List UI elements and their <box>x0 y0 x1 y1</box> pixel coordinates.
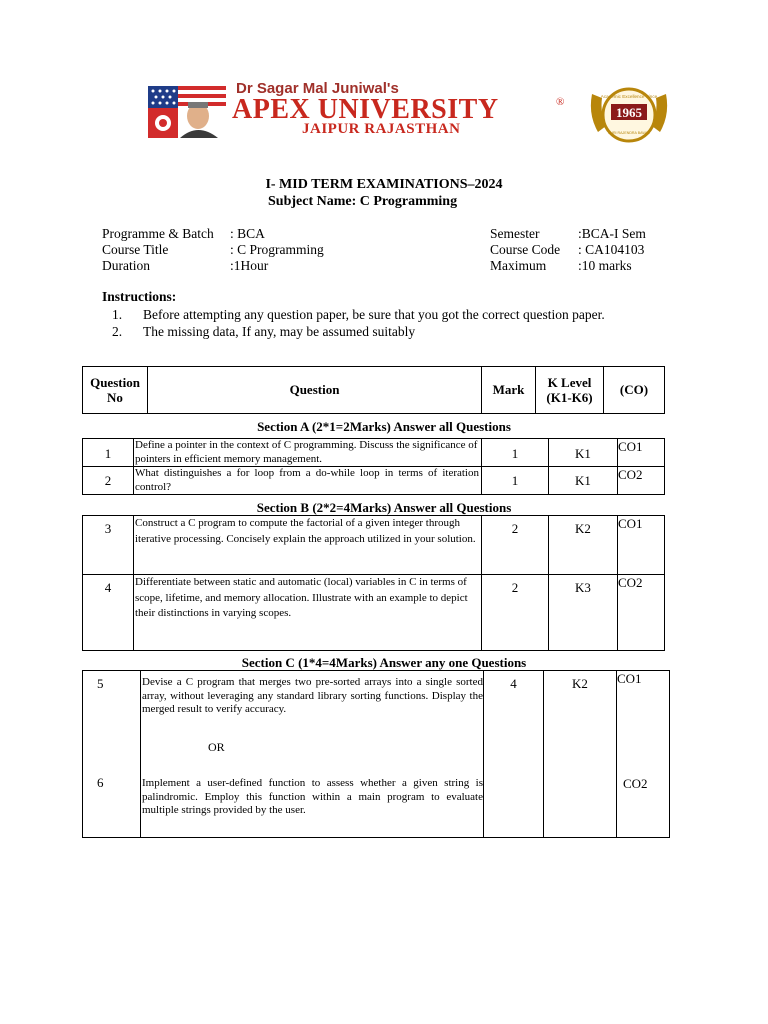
university-name: APEX UNIVERSITY <box>232 94 499 125</box>
section-c-title: Section C (1*4=4Marks) Answer any one Questions <box>241 655 527 670</box>
info-label-programme: Programme & Batch <box>102 226 214 241</box>
question-co: CO1 <box>618 516 665 575</box>
question-number-cell <box>83 671 141 838</box>
university-location: JAIPUR RAJASTHAN <box>302 121 461 137</box>
seal-motto: SHRI RAJENDRA BAWAL <box>607 131 651 135</box>
header-co: (CO) <box>604 367 665 414</box>
question-k-level: K1 <box>549 439 618 467</box>
question-k-level: K2 <box>544 671 617 838</box>
question-text: Devise a C program that merges two pre-sorted arrays into a single sorted array, without leveraging any standard library sorting functions. Display the merged result to verify accuracy. <box>142 676 483 715</box>
table-row <box>83 575 665 651</box>
question-text: Implement a user-defined function to assess whether a given string is palindromic. Employ this function within a main program to evaluate multiple strings provided by the user. <box>142 777 483 816</box>
question-text-cell <box>141 671 484 838</box>
exam-title: I- MID TERM EXAMINATIONS–2024 <box>265 177 503 192</box>
table-row <box>83 467 665 495</box>
instruction-number: 1. <box>112 307 123 322</box>
header-question-no: Question No <box>83 367 148 414</box>
question-mark: 4 <box>484 671 544 838</box>
seal-year: 1965 <box>616 105 642 120</box>
question-k-level: K3 <box>549 575 618 651</box>
info-value-maximum: :10 marks <box>578 258 632 273</box>
question-number: 3 <box>83 516 134 575</box>
info-value-semester: :BCA-I Sem <box>578 226 646 241</box>
question-text: Construct a C program to compute the factorial of a given integer through iterative processing. Concisely explain the approach utilized in your solution. <box>134 516 482 575</box>
question-k-level: K1 <box>549 467 618 495</box>
table-row <box>83 671 670 838</box>
info-label-semester: Semester <box>490 226 540 241</box>
question-table-header <box>82 366 665 414</box>
university-prefix: Dr Sagar Mal Juniwal's <box>236 80 399 97</box>
section-b-title: Section B (2*2=4Marks) Answer all Questions <box>256 500 512 515</box>
seal-caption: Academic Excellence Since <box>600 94 658 99</box>
question-number: 4 <box>83 575 134 651</box>
question-number: 6 <box>97 775 104 790</box>
question-text: Differentiate between static and automatic (local) variables in C in terms of scope, lifetime, and memory allocation. Illustrate with an example to depict their distinctions in varying scopes. <box>134 575 482 651</box>
university-logo-flag <box>148 86 226 138</box>
instructions-heading: Instructions: <box>102 289 177 304</box>
or-separator: OR <box>208 740 225 754</box>
info-value-programme: : BCA <box>230 226 265 241</box>
info-label-course-title: Course Title <box>102 242 169 257</box>
question-co: CO2 <box>618 575 665 651</box>
info-value-course-title: : C Programming <box>230 242 324 257</box>
header-mark: Mark <box>482 367 536 414</box>
section-a-title: Section A (2*1=2Marks) Answer all Questions <box>257 419 511 434</box>
section-a-table <box>82 438 665 495</box>
subject-name: Subject Name: C Programming <box>268 194 458 209</box>
registered-mark: ® <box>556 96 565 108</box>
info-label-duration: Duration <box>102 258 150 273</box>
question-co-cell <box>617 671 670 838</box>
header-k-level: K Level (K1-K6) <box>536 367 604 414</box>
anniversary-seal-icon <box>584 82 674 148</box>
question-k-level: K2 <box>549 516 618 575</box>
instruction-number: 2. <box>112 324 123 339</box>
question-mark: 2 <box>482 575 549 651</box>
question-number: 5 <box>97 676 104 691</box>
question-mark: 1 <box>482 467 549 495</box>
section-b-table <box>82 515 665 651</box>
instruction-text: The missing data, If any, may be assumed suitably <box>143 324 416 339</box>
table-row <box>83 439 665 467</box>
question-co: CO2 <box>623 776 648 791</box>
question-co: CO1 <box>618 439 665 467</box>
header-question: Question <box>148 367 482 414</box>
section-c-table <box>82 670 670 838</box>
instruction-text: Before attempting any question paper, be sure that you got the correct question paper. <box>143 307 605 322</box>
question-number: 1 <box>83 439 134 467</box>
question-text: What distinguishes a for loop from a do-while loop in terms of iteration control? <box>134 467 482 495</box>
info-label-course-code: Course Code <box>490 242 561 257</box>
question-mark: 2 <box>482 516 549 575</box>
question-number: 2 <box>83 467 134 495</box>
table-row <box>83 516 665 575</box>
info-value-duration: :1Hour <box>230 258 269 273</box>
info-label-maximum: Maximum <box>490 258 547 273</box>
question-co: CO1 <box>617 671 642 686</box>
question-co: CO2 <box>618 467 665 495</box>
question-text: Define a pointer in the context of C programming. Discuss the significance of pointers in efficient memory management. <box>134 439 482 467</box>
info-value-course-code: : CA104103 <box>578 242 645 257</box>
question-mark: 1 <box>482 439 549 467</box>
